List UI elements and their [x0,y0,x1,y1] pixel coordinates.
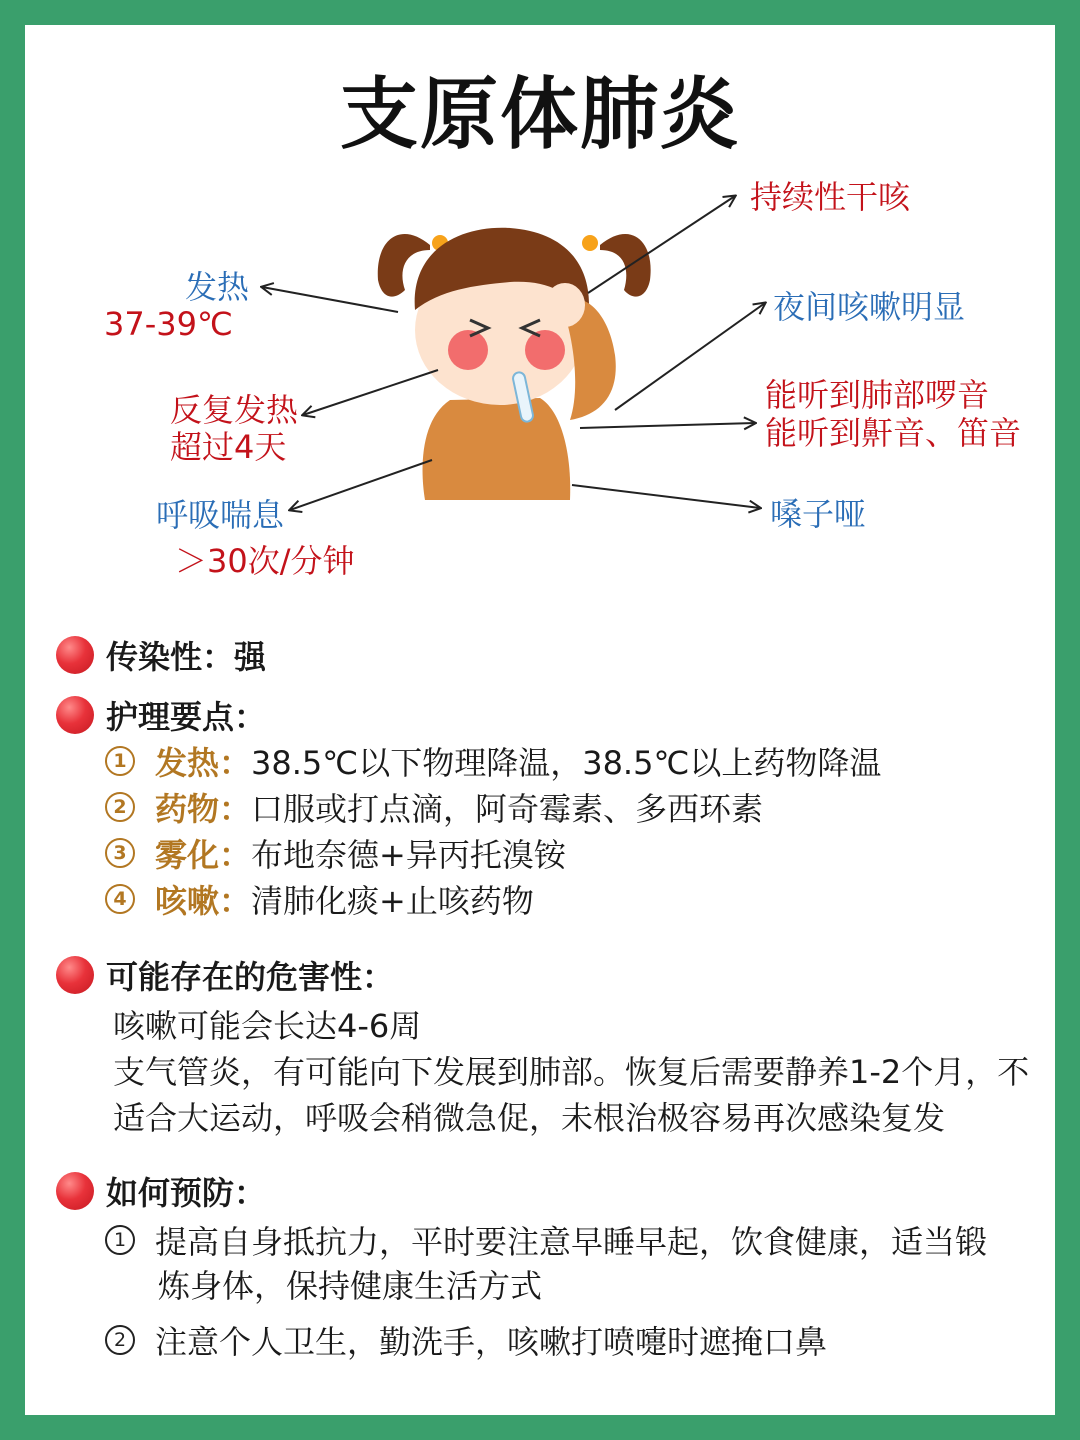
care-item-text: 口服或打点滴，阿奇霉素、多西环素 [251,790,764,828]
care-heading: 护理要点： [106,698,267,736]
care-item-key: 发热： [155,744,252,782]
prevent-item-text: 注意个人卫生，勤洗手，咳嗽打喷嚏时遮掩口鼻 [155,1323,828,1361]
care-item-key: 药物： [155,790,252,828]
harm-line: 支气管炎，有可能向下发展到肺部。恢复后需要静养1-2个月，不 [113,1053,1030,1091]
number-badge: 2 [105,792,135,822]
infectivity-label: 传染性：强 [106,638,267,676]
care-item-text: 布地奈德+异丙托溴铵 [251,836,566,874]
bullet-icon [56,956,94,994]
prevent-item-text-cont: 炼身体，保持健康生活方式 [158,1267,543,1305]
symptom-fever: 发热 [185,268,250,306]
symptom-wheeze: 呼吸喘息 [156,496,285,534]
care-item [105,830,566,876]
symptom-night-cough: 夜间咳嗽明显 [773,288,966,326]
prevent-item [105,1317,827,1363]
harm-line: 适合大运动，呼吸会稍微急促，未根治极容易再次感染复发 [113,1099,946,1137]
symptom-fever-range: 37-39℃ [104,305,233,343]
symptom-hoarse: 嗓子哑 [770,495,867,533]
care-item [105,876,534,922]
bullet-icon [56,1172,94,1210]
section-infectivity [56,632,266,678]
symptom-recurrent-fever: 反复发热 [170,391,299,429]
section-care [56,692,266,738]
number-badge: 4 [105,884,135,914]
care-item [105,784,763,830]
symptom-lung-sound: 能听到肺部啰音 [765,376,990,414]
prevent-item-text: 提高自身抵抗力，平时要注意早睡早起，饮食健康，适当锻 [155,1223,988,1261]
section-harm [56,952,394,998]
care-item-text: 38.5℃以下物理降温，38.5℃以上药物降温 [251,744,882,782]
section-prevent [56,1168,266,1214]
number-badge: 3 [105,838,135,868]
harm-heading: 可能存在的危害性： [106,958,395,996]
bullet-icon [56,696,94,734]
number-badge: 1 [105,746,135,776]
care-item-key: 咳嗽： [155,882,252,920]
number-badge: 2 [105,1325,135,1355]
bullet-icon [56,636,94,674]
prevent-item [105,1217,987,1263]
harm-line: 咳嗽可能会长达4-6周 [113,1007,422,1045]
symptom-dry-cough: 持续性干咳 [750,178,911,216]
symptom-recurrent-fever-days: 超过4天 [170,428,287,466]
number-badge: 1 [105,1225,135,1255]
symptom-snore-sound: 能听到鼾音、笛音 [765,414,1022,452]
care-item-key: 雾化： [155,836,252,874]
prevent-heading: 如何预防： [106,1174,267,1212]
care-item [105,738,881,784]
girl-illustration [378,228,651,500]
care-item-text: 清肺化痰+止咳药物 [251,882,534,920]
symptom-wheeze-rate: ＞30次/分钟 [175,542,355,580]
page-title: 支原体肺炎 [339,70,740,160]
